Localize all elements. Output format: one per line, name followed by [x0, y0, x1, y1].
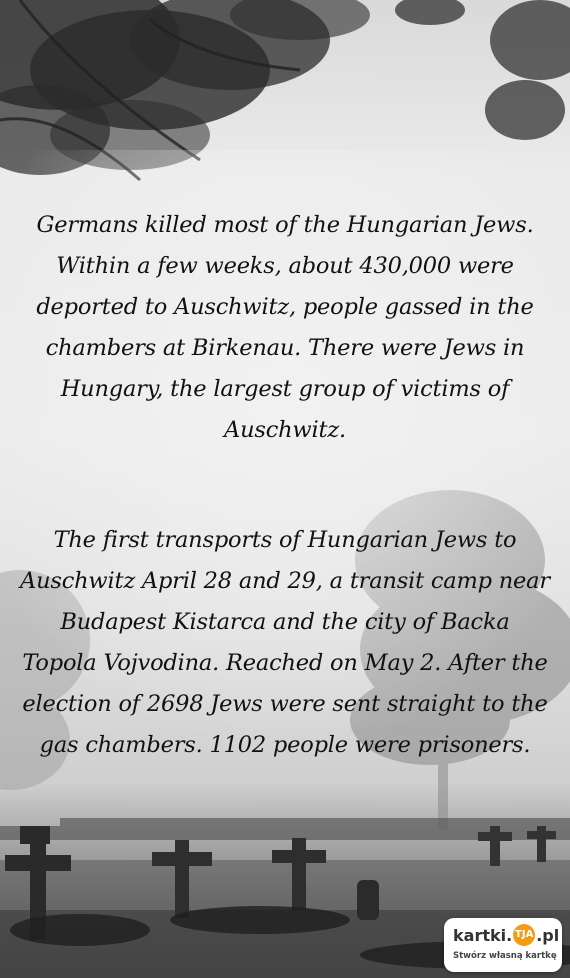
kartki-logo[interactable] — [444, 918, 562, 972]
logo-tagline: Stwórz własną kartkę — [453, 951, 557, 961]
logo-brand — [453, 924, 559, 946]
logo-name-right: .pl — [536, 925, 560, 945]
gravestone — [357, 880, 379, 920]
logo-badge-icon: TJA — [513, 924, 535, 946]
grave-cross-5 — [527, 826, 556, 862]
logo-name-left: kartki. — [453, 925, 513, 945]
paragraph-first-transports: The first transports of Hungarian Jews to Auschwitz April 28 and 29, a transit camp near Budapest Kistarca and the city of Backa Topola Vojvodina. Reached on May 2. After the election of 2698 Jews were sent straight to the gas chambers. 1102 people were prisoners. — [20, 527, 550, 758]
pine-branch-top-right — [395, 0, 570, 140]
paragraph-hungarian-jews: Germans killed most of the Hungarian Jews. Within a few weeks, about 430,000 were deported to Auschwitz, people gassed in the chambers at Birkenau. There were Jews in Hungary, the largest group of victims of Auschwitz. — [36, 212, 534, 443]
